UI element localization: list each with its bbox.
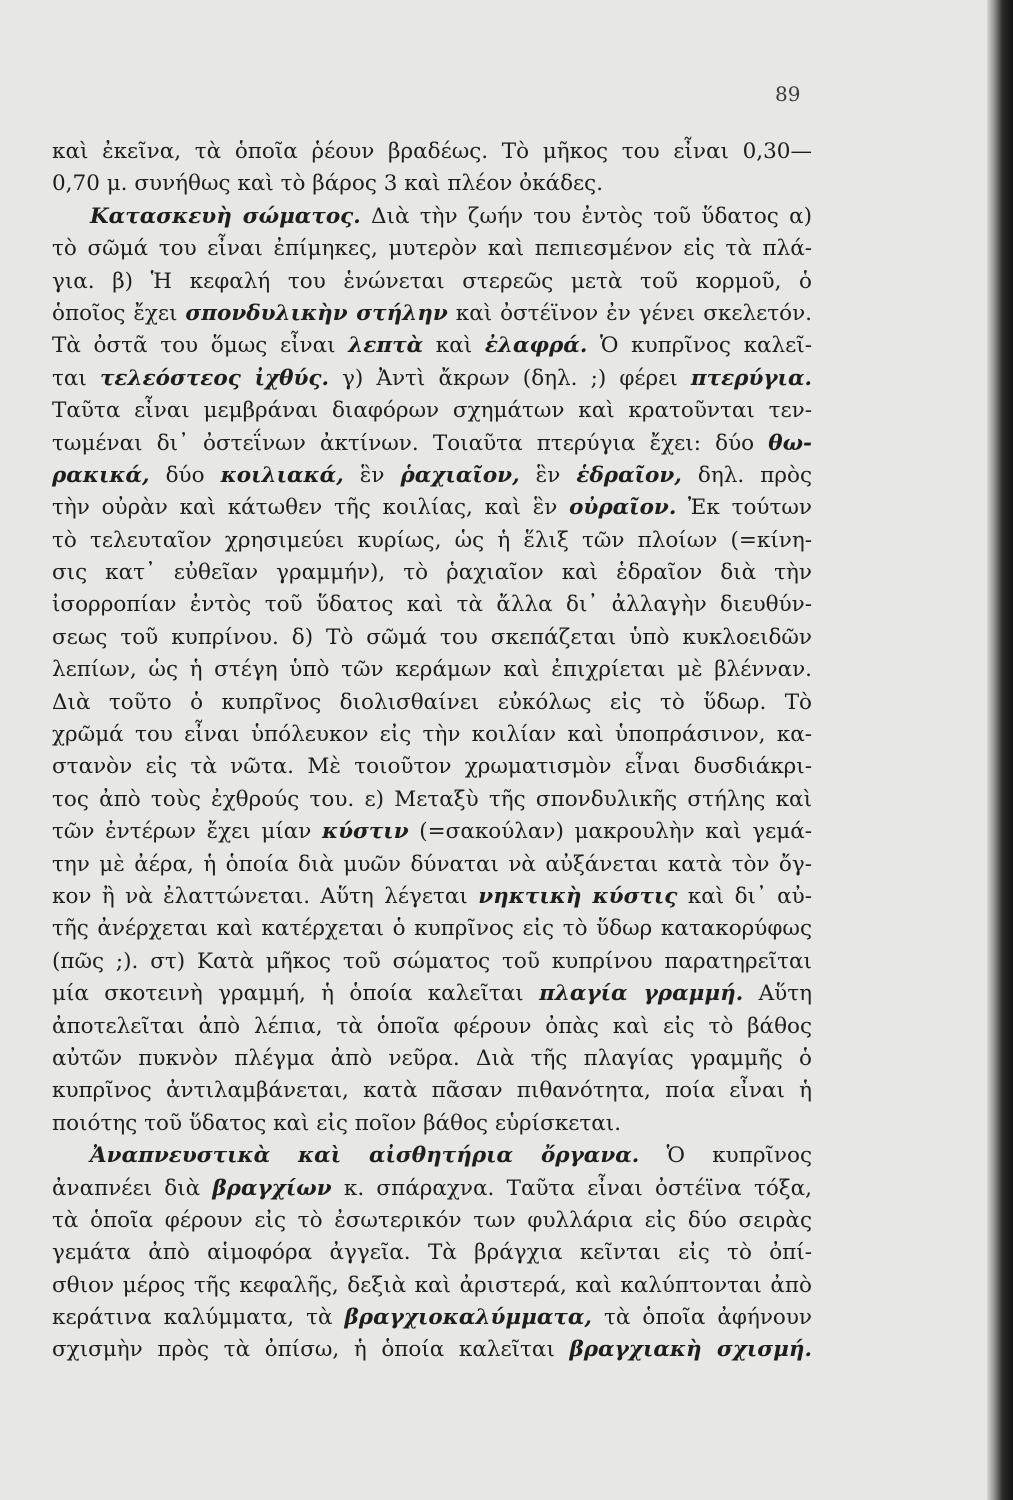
text-line xyxy=(52,1075,812,1107)
text-segment: καὶ ἐκεῖνα, τὰ ὁποῖα ῥέουν βραδέως. Τὸ μῆκος του εἶναι 0,30— xyxy=(52,139,812,164)
emphasized-term: τελεόστεος ἰχθύς. xyxy=(99,365,329,391)
text-segment: Τὰ ὀστᾶ του ὅμως εἶναι xyxy=(52,333,349,359)
text-line xyxy=(52,687,812,719)
emphasized-term: πλαγία γραμμή. xyxy=(539,981,744,1007)
text-line xyxy=(52,1173,812,1205)
text-segment: κυπρῖνος ἀντιλαμβάνεται, κατὰ πᾶσαν πιθανότητα, ποία εἶναι ἡ xyxy=(52,1078,812,1104)
text-segment: λεπίων, ὡς ἡ στέγη ὑπὸ τῶν κεράμων καὶ ἐπιχρίεται μὲ βλένναν. xyxy=(52,657,812,683)
text-line xyxy=(52,816,812,848)
text-segment: ἓν xyxy=(519,462,577,488)
text-segment: Ταῦτα εἶναι μεμβράναι διαφόρων σχημάτων καὶ κρατοῦνται τεν- xyxy=(52,398,812,424)
text-line xyxy=(52,784,812,816)
text-segment: τὸ τελευταῖον χρησιμεύει κυρίως, ὡς ἡ ἕλιξ τῶν πλοίων (=κίνη- xyxy=(52,527,812,553)
emphasized-term: σπονδυλικὴν στήλην xyxy=(185,300,448,326)
text-line xyxy=(52,525,812,557)
text-line xyxy=(52,330,812,362)
text-line xyxy=(52,946,812,978)
text-line xyxy=(52,978,812,1010)
emphasized-term: νηκτικὴ κύστις xyxy=(478,883,678,909)
text-line xyxy=(52,1108,812,1140)
text-segment: ἀποτελεῖται ἀπὸ λέπια, τὰ ὁποῖα φέρουν ὀπὰς καὶ εἰς τὸ βάθος xyxy=(52,1013,812,1039)
text-segment: σις κατ᾿ εὐθεῖαν γραμμήν), τὸ ῥαχιαῖον καὶ ἑδραῖον διὰ τὴν xyxy=(52,560,812,586)
text-line xyxy=(52,913,812,945)
emphasized-term: λεπτὰ xyxy=(348,333,424,359)
text-segment: τὸ σῶμά του εἶναι ἐπίμηκες, μυτερὸν καὶ πεπιεσμένον εἰς τὰ πλά- xyxy=(52,236,812,262)
text-segment: δηλ. πρὸς xyxy=(681,462,812,488)
text-line xyxy=(52,428,812,460)
text-segment: Ὁ κυπρῖνος xyxy=(639,1143,812,1169)
text-segment: ἓν xyxy=(343,462,401,488)
text-line xyxy=(52,751,812,783)
emphasized-term: Κατασκευὴ σώματος. xyxy=(90,203,361,229)
page-number: 89 xyxy=(775,82,801,106)
text-line xyxy=(52,849,812,881)
text-line xyxy=(52,363,812,395)
text-line xyxy=(52,460,812,492)
text-segment: ὁποῖος ἔχει xyxy=(52,300,186,326)
emphasized-term: οὐραῖον. xyxy=(569,495,677,521)
text-line xyxy=(52,557,812,589)
text-segment: ποιότης τοῦ ὕδατος καὶ εἰς ποῖον βάθος εὑρίσκεται. xyxy=(52,1110,622,1136)
text-segment: ἰσορροπίαν ἐντὸς τοῦ ὕδατος καὶ τὰ ἄλλα δι᾿ ἀλλαγὴν διευθύν- xyxy=(52,592,812,618)
text-segment: χρῶμά του εἶναι ὑπόλευκον εἰς τὴν κοιλίαν καὶ ὑποπράσινον, κα- xyxy=(52,722,812,748)
text-segment: στανὸν εἰς τὰ νῶτα. Μὲ τοιοῦτον χρωματισμὸν εἶναι δυσδιάκρι- xyxy=(52,754,812,780)
text-segment: (=σακούλαν) μακρουλὴν καὶ γεμά- xyxy=(408,819,813,845)
text-segment: μία σκοτεινὴ γραμμή, ἡ ὁποία καλεῖται xyxy=(52,981,540,1007)
text-segment: τὰ ὁποῖα ἀφήνουν xyxy=(591,1305,812,1331)
text-segment: Ὁ κυπρῖνος καλεῖ- xyxy=(587,333,812,359)
body-text xyxy=(52,136,812,1367)
emphasized-term: ρακικά, xyxy=(52,462,150,488)
text-segment: τῶν ἐντέρων ἔχει μίαν xyxy=(52,819,322,845)
text-line xyxy=(52,1140,812,1172)
emphasized-term: θω- xyxy=(768,430,812,456)
text-segment: σεως τοῦ κυπρίνου. δ) Τὸ σῶμά του σκεπάζεται ὑπὸ κυκλοειδῶν xyxy=(52,624,812,650)
text-segment: ἀναπνέει διὰ xyxy=(52,1175,213,1201)
text-segment: τωμέναι δι᾿ ὀστεΐνων ἀκτίνων. Τοιαῦτα πτερύγια ἔχει: δύο xyxy=(52,430,769,456)
text-line xyxy=(52,168,812,200)
text-line xyxy=(52,201,812,233)
text-segment: Ἐκ τούτων xyxy=(676,495,812,521)
text-segment: σχισμὴν πρὸς τὰ ὀπίσω, ἡ ὁποία καλεῖται xyxy=(52,1337,570,1363)
text-segment: καὶ ὀστέϊνον ἐν γένει σκελετόν. xyxy=(447,300,812,326)
text-segment: Διὰ τοῦτο ὁ κυπρῖνος διολισθαίνει εὐκόλως εἰς τὸ ὕδωρ. Τὸ xyxy=(52,689,812,715)
emphasized-term: ἑδραῖον, xyxy=(576,462,682,488)
text-line xyxy=(52,1270,812,1302)
text-segment: ται xyxy=(52,365,100,391)
text-segment: τὴν οὐρὰν καὶ κάτωθεν τῆς κοιλίας, καὶ ἓν xyxy=(52,495,570,521)
text-segment: δύο xyxy=(149,462,221,488)
text-segment: (πῶς ;). στ) Κατὰ μῆκος τοῦ σώματος τοῦ κυπρίνου παρατηρεῖται xyxy=(52,948,812,974)
text-line xyxy=(52,719,812,751)
text-segment: τος ἀπὸ τοὺς ἐχθρούς του. ε) Μεταξὺ τῆς σπονδυλικῆς στήλης καὶ xyxy=(52,786,812,812)
text-line xyxy=(52,881,812,913)
text-line xyxy=(52,233,812,265)
emphasized-term: βραγχιακὴ σχισμή. xyxy=(569,1337,812,1363)
text-line xyxy=(52,1334,812,1366)
text-segment: τῆς ἀνέρχεται καὶ κατέρχεται ὁ κυπρῖνος εἰς τὸ ὕδωρ κατακορύφως xyxy=(52,916,812,942)
emphasized-term: βραγχιοκαλύμματα, xyxy=(344,1305,592,1331)
text-line xyxy=(52,395,812,427)
text-segment: κεράτινα καλύμματα, τὰ xyxy=(52,1305,345,1331)
text-line xyxy=(52,136,812,168)
emphasized-term: ῥαχιαῖον, xyxy=(400,462,520,488)
text-line xyxy=(52,492,812,524)
emphasized-term: ἐλαφρά. xyxy=(484,333,588,359)
text-line xyxy=(52,266,812,298)
text-line xyxy=(52,654,812,686)
text-line xyxy=(52,622,812,654)
text-segment: γεμάτα ἀπὸ αἱμοφόρα ἀγγεῖα. Τὰ βράγχια κεῖνται εἰς τὸ ὀπί- xyxy=(52,1240,812,1266)
text-segment: την μὲ ἀέρα, ἡ ὁποία διὰ μυῶν δύναται νὰ αὐξάνεται κατὰ τὸν ὄγ- xyxy=(52,851,812,877)
emphasized-term: Ἀναπνευστικὰ καὶ αἰσθητήρια ὄργανα. xyxy=(90,1143,640,1169)
text-line xyxy=(52,1302,812,1334)
text-segment: κον ἢ νὰ ἐλαττώνεται. Αὕτη λέγεται xyxy=(52,883,479,909)
text-line xyxy=(52,298,812,330)
text-line xyxy=(52,1043,812,1075)
text-line xyxy=(52,1011,812,1043)
text-segment: 0,70 μ. συνήθως καὶ τὸ βάρος 3 καὶ πλέον ὀκάδες. xyxy=(52,171,604,197)
text-segment: για. β) Ἡ κεφαλή του ἑνώνεται στερεῶς μετὰ τοῦ κορμοῦ, ὁ xyxy=(52,268,812,294)
text-segment: σθιον μέρος τῆς κεφαλῆς, δεξιὰ καὶ ἀριστερά, καὶ καλύπτονται ἀπὸ xyxy=(52,1272,812,1298)
text-line xyxy=(52,1237,812,1269)
text-segment: αὐτῶν πυκνὸν πλέγμα ἀπὸ νεῦρα. Διὰ τῆς πλαγίας γραμμῆς ὁ xyxy=(52,1045,812,1071)
emphasized-term: βραγχίων xyxy=(212,1175,332,1201)
emphasized-term: κύστιν xyxy=(321,819,409,845)
text-segment: καὶ xyxy=(423,333,485,359)
text-segment: Διὰ τὴν ζωήν του ἐντὸς τοῦ ὕδατος α) xyxy=(360,203,812,229)
text-segment: τὰ ὁποῖα φέρουν εἰς τὸ ἐσωτερικόν των φυλλάρια εἰς δύο σειρὰς xyxy=(52,1207,812,1233)
text-segment: κ. σπάραχνα. Ταῦτα εἶναι ὀστέϊνα τόξα, xyxy=(331,1175,812,1201)
text-line xyxy=(52,1205,812,1237)
book-spine-shadow xyxy=(987,0,1013,1500)
text-segment: καὶ δι᾿ αὐ- xyxy=(677,883,812,909)
emphasized-term: πτερύγια. xyxy=(690,365,812,391)
text-line xyxy=(52,589,812,621)
text-segment: Αὕτη xyxy=(743,981,812,1007)
text-segment: γ) Ἀντὶ ἄκρων (δηλ. ;) φέρει xyxy=(328,365,691,391)
emphasized-term: κοιλιακά, xyxy=(220,462,344,488)
